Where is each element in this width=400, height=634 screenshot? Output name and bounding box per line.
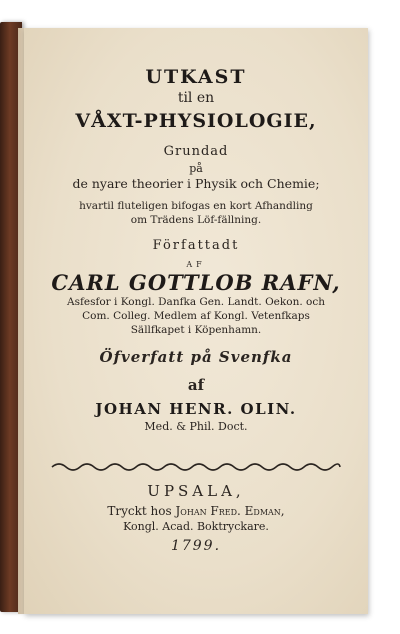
subtitle-pa: på [189,162,203,175]
subtitle-leaf-fall: om Trädens Löf-fällning. [130,214,262,226]
authored-by-label: Författadt [152,238,240,253]
title-line-3: VÅXT-PHYSIOLOGIE, [75,110,317,132]
imprint-printer [24,504,368,518]
author-credential-2: Com. Colleg. Medlem af Kongl. Vetenfkaps [82,310,310,322]
printer-name: Johan Fred. Edman [175,504,281,518]
author-name: CARL GOTTLOB RAFN, [51,270,341,295]
author-credential-1: Asfesfor i Kongl. Danfka Gen. Landt. Oekon. och [67,296,325,308]
subtitle-grundad: Grundad [163,144,229,159]
imprint-city: UPSALA, [147,482,245,500]
title-line-2: til en [177,90,215,106]
ornamental-rule [50,460,342,474]
subtitle-appendix: hvartil fluteligen bifogas en kort Afhandling [79,200,313,212]
author-credential-3: Sällfkapet i Köpenhamn. [130,324,262,336]
subtitle-theories: de nyare theorier i Physik och Chemie; [72,176,320,191]
translated-label: Öfverfatt på Svenfka [99,348,293,366]
translator-name: JOHAN HENR. OLIN. [95,400,297,418]
imprint-printer-role: Kongl. Acad. Boktryckare. [123,520,269,533]
translator-degree: Med. & Phil. Doct. [144,420,248,433]
printer-prefix: Tryckt hos [107,504,172,518]
translator-af-label: af [187,376,205,394]
imprint-year: 1799. [170,538,222,554]
title-page [24,28,368,614]
printer-suffix: , [280,504,285,518]
title-line-1: UTKAST [145,66,247,88]
author-af-label: AF [186,260,206,269]
